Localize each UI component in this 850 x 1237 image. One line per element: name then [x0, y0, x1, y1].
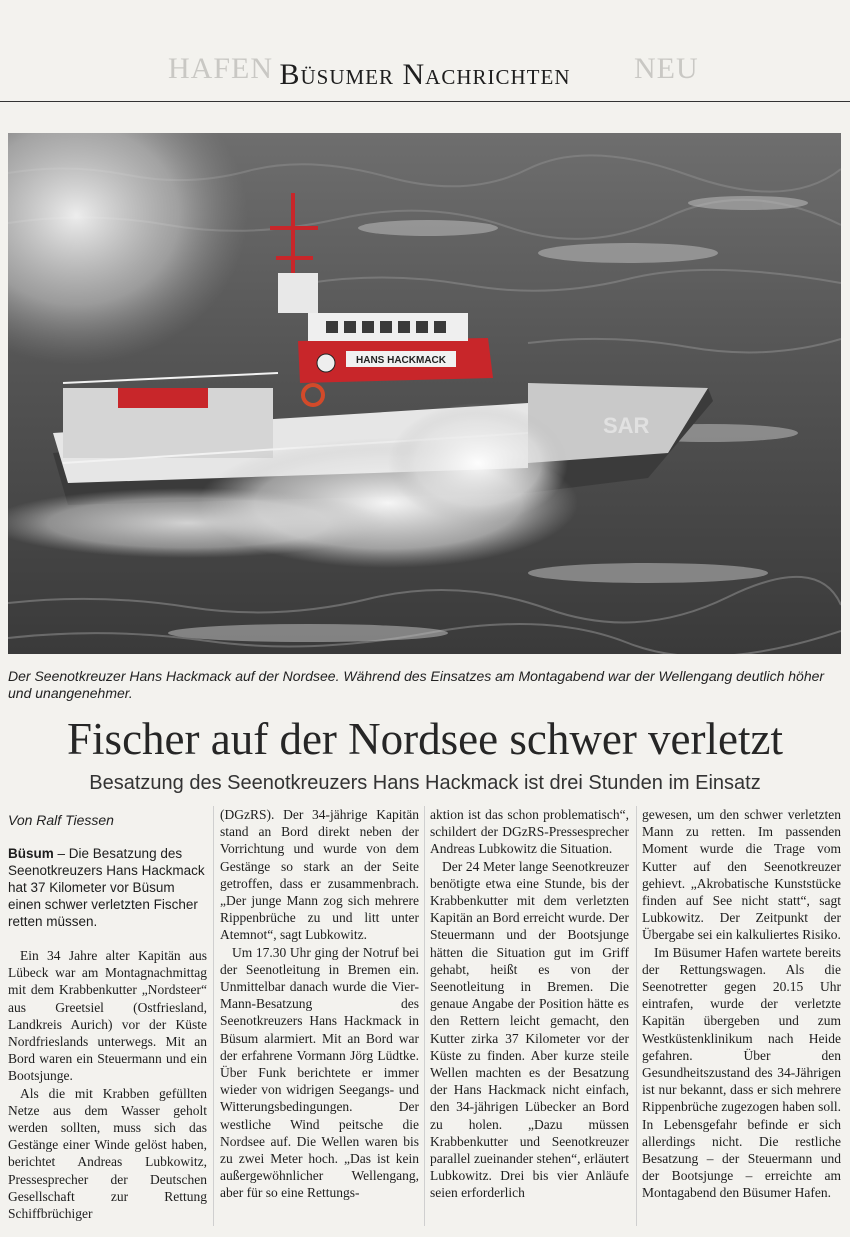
paragraph: Als die mit Krabben gefüllten Netze aus dem Wasser geholt werden sollten, muss sich das Gestänge einer Winde gelöst haben, berichtet Andreas Lubkowitz, Pressesprecher der Deutschen Gesellschaft zur Rettung Schiffbrüchiger: [8, 1085, 207, 1222]
masthead-rule: [0, 101, 850, 102]
column-divider: [424, 806, 425, 1226]
article-column-2: [220, 806, 419, 1202]
article-lead: [8, 845, 207, 930]
lead-text: – Die Besatzung des Seenotkreuzers Hans Hackmack hat 37 Kilometer vor Büsum einen schwer verletzten Fischer retten müssen.: [8, 846, 205, 929]
paragraph: Um 17.30 Uhr ging der Notruf bei der Seenotleitung in Bremen ein. Unmittelbar danach wurde die Vier-Mann-Besatzung des Seenotkreuzers Hans Hackmack in Büsum alarmiert. Mit an Bord war der erfahrene Vormann Jörg Lüdtke. Über Funk berichtete er immer wieder von widrigen Seegangs- und Witterungsbedingungen. Der westliche Wind peitsche die Nordsee auf. Die Wellen waren bis zu zwei Meter hoch. „Das ist kein außergewöhnlicher Wellengang, aber für so eine Rettungs-: [220, 944, 419, 1201]
column-divider: [213, 806, 214, 1226]
rescue-boat-photo: [8, 133, 841, 654]
article-column-3: [430, 806, 629, 1202]
masthead: [0, 0, 850, 104]
paragraph: aktion ist das schon problematisch“, schildert der DGzRS-Pressesprecher Andreas Lubkowitz die Situation.: [430, 807, 629, 857]
paragraph: (DGzRS). Der 34-jährige Kapitän stand an Bord direkt neben der Vorrichtung und wurde von dem Gestänge so stark an der Seite getroffen, dass er zusammenbrach. „Der junge Mann zog sich mehrere Rippenbrüche zu und litt unter Atemnot“, sagt Lubkowitz.: [220, 807, 419, 943]
paragraph: Der 24 Meter lange Seenotkreuzer benötigte etwa eine Stunde, bis der Krabbenkutter mit dem verletzten Kapitän an Bord erreicht wurde. Der Steuermann und der Bootsjunge hätten die Situation gut im Griff gehabt, heißt es von der Seenotleitung in Bremen. Die genaue Angabe der Position hätte es den Rettern leicht gemacht, den Kutter zirka 37 Kilometer vor der Küste zu finden. Aber kurze steile Wellen machten es der Besatzung der Hans Hackmack nicht einfach, den 34-jährigen Lübecker an Bord zu holen. „Dazu müssen Krabbenkutter und Seenotkreuzer parallel zueinander stehen“, erläutert Lubkowitz. Drei bis vier Anläufe seien erforderlich: [430, 858, 629, 1201]
photo-caption: Der Seenotkreuzer Hans Hackmack auf der Nordsee. Während des Einsatzes am Montagabend war der Wellengang deutlich höher und unangenehmer.: [8, 668, 825, 701]
masthead-ghost-right: NEU: [634, 52, 699, 85]
byline: Von Ralf Tiessen: [8, 812, 114, 828]
newspaper-title: Büsumer Nachrichten: [279, 58, 571, 91]
subheadline: Besatzung des Seenotkreuzers Hans Hackmack ist drei Stunden im Einsatz: [89, 772, 761, 794]
article-column-4: [642, 806, 841, 1202]
masthead-ghost-left: HAFEN: [168, 52, 274, 85]
dateline: Büsum: [8, 846, 54, 861]
paragraph: Ein 34 Jahre alter Kapitän aus Lübeck war am Montagnachmittag mit dem Krabbenkutter „Nordsteer“ aus Greetsiel (Ostfriesland, Landkreis Aurich) vor der Küste Nordfrieslands unterwegs. Mit an Bord waren ein Steuermann und ein Bootsjunge.: [8, 948, 207, 1084]
hull-marking: SAR: [603, 413, 650, 438]
article-column-1: [8, 845, 207, 1222]
boat-name-plate: HANS HACKMACK: [356, 355, 446, 366]
paragraph: Im Büsumer Hafen wartete bereits der Rettungswagen. Als die Seenotretter gegen 20.15 Uhr eintrafen, wurde der verletzte Kapitän übergeben und zum Westküstenklinikum nach Heide gefahren. Über den Gesundheitszustand des 34-Jährigen ist nur bekannt, dass er sich mehrere Rippenbrüche zugezogen haben soll. In Lebensgefahr befinde er sich allerdings nicht. Die restliche Besatzung – der Steuermann und der Bootsjunge – erreichte am Montagabend den Büsumer Hafen.: [642, 944, 841, 1201]
column-divider: [636, 806, 637, 1226]
headline: Fischer auf der Nordsee schwer verletzt: [67, 714, 783, 764]
paragraph: gewesen, um den schwer verletzten Mann zu retten. Im passenden Moment wurde die Trage vom Kutter auf den Seenotkreuzer gehievt. „Akrobatische Kunststücke finden auf See nicht statt“, sagt Lubkowitz. Der Zeitpunkt der Übergabe sei ein kalkuliertes Risiko.: [642, 807, 841, 943]
